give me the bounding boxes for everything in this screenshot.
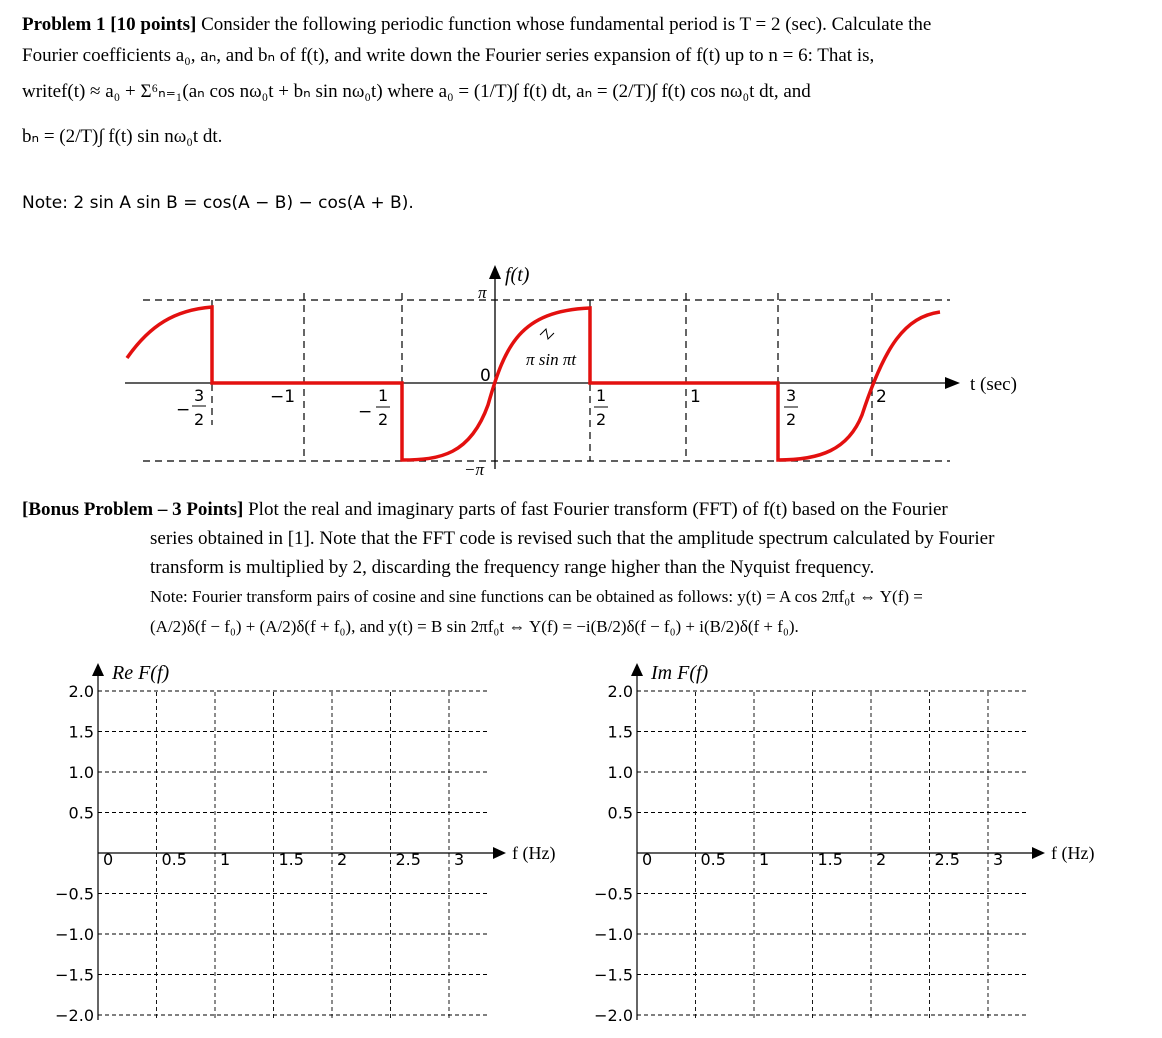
- im-ytick-label: −2.0: [594, 1006, 633, 1025]
- im-y-arrow: [631, 663, 643, 676]
- problem1-line2: [22, 40, 874, 71]
- sin-pointer: [540, 329, 554, 339]
- tick-neg-one: −1: [270, 387, 296, 407]
- re-xtick-label: 0.5: [161, 850, 187, 869]
- re-ytick-label: −0.5: [55, 884, 94, 904]
- tick-neg-three-halves-den: 2: [194, 410, 205, 429]
- re-ytick-label: −2.0: [55, 1006, 94, 1025]
- re-ytick-label: −1.5: [55, 965, 94, 985]
- im-ytick-label: 1.5: [607, 722, 633, 742]
- tick-neg-half-den: 2: [378, 410, 389, 429]
- im-ytick-label: −1.0: [594, 925, 633, 944]
- im-xtick-label: 0: [642, 850, 653, 869]
- bonus-note-text-1: Note: Fourier transform pairs of cosine and sine functions can be obtained as follows: y(t) = A cos 2πf₀t ⇔ Y(f) =: [150, 587, 923, 606]
- tick-neg-three-halves-minus: −: [176, 400, 191, 420]
- neg-pi-label: −π: [464, 460, 484, 479]
- tick-two: 2: [876, 387, 887, 407]
- problem1-line4: [22, 121, 222, 152]
- re-ytick-label: −1.0: [55, 925, 94, 944]
- problem1-text-3: writef(t) ≈ a₀ + Σ⁶ₙ₌₁(aₙ cos nω₀t + bₙ sin nω₀t) where a₀ = (1/T)∫ f(t) dt, aₙ = (2/T)∫ f(t) cos nω₀t dt, and: [22, 81, 811, 102]
- t-axis-arrow: [945, 377, 960, 389]
- im-x-arrow: [1032, 847, 1045, 859]
- sin-label: π sin πt: [526, 350, 577, 369]
- bonus-text-2: series obtained in [1]. Note that the FFT code is revised such that the amplitude spectrum calculated by Fourier: [150, 528, 995, 549]
- f-axis-label: f(t): [505, 264, 530, 286]
- tick-neg-half-num: 1: [378, 386, 389, 405]
- tick-one: 1: [690, 387, 701, 407]
- re-title: Re F(f): [112, 662, 170, 684]
- re-x-label: f (Hz): [512, 843, 556, 863]
- bonus-line2: [150, 523, 994, 554]
- problem1-text-4: bₙ = (2/T)∫ f(t) sin nω₀t dt.: [22, 126, 223, 147]
- re-ytick-label: 2.0: [68, 682, 94, 701]
- f-axis-arrow: [489, 265, 501, 279]
- im-ytick-label: 1.0: [607, 763, 633, 782]
- im-ytick-label: 0.5: [607, 803, 633, 823]
- bonus-line1: [22, 494, 948, 525]
- im-xtick-label: 3: [993, 850, 1004, 869]
- bonus-note-text-2: (A/2)δ(f − f₀) + (A/2)δ(f + f₀), and y(t) = B sin 2πf₀t ⇔ Y(f) = −i(B/2)δ(f − f₀) + i(B/2)δ(f + f₀).: [150, 617, 799, 636]
- problem1-label: Problem 1 [10 points]: [22, 14, 197, 35]
- tick-neg-half-minus: −: [358, 402, 373, 422]
- problem1-line1: [22, 9, 931, 40]
- problem1-text-1: Consider the following periodic function whose fundamental period is T = 2 (sec). Calculate the: [196, 14, 932, 35]
- problem1-text-2: Fourier coefficients a₀, aₙ, and bₙ of f(t), and write down the Fourier series expansion of f(t) up to n = 6: That is,: [22, 45, 875, 66]
- re-xtick-label: 0: [103, 850, 114, 869]
- t-axis-label: t (sec): [970, 374, 1017, 395]
- re-ytick-label: 0.5: [68, 803, 94, 823]
- re-ytick-label: 1.0: [68, 763, 94, 782]
- problem1-line3: [22, 76, 811, 107]
- im-ytick-label: −0.5: [594, 884, 633, 904]
- tick-neg-three-halves-num: 3: [194, 386, 205, 405]
- im-x-label: f (Hz): [1051, 843, 1095, 863]
- im-xtick-label: 1.5: [817, 850, 843, 869]
- ft-figure: [0, 255, 1162, 495]
- note1: Note: 2 sin A sin B = cos(A − B) − cos(A + B).: [22, 193, 414, 213]
- re-y-arrow: [92, 663, 104, 676]
- im-ytick-label: −1.5: [594, 965, 633, 985]
- re-xtick-label: 2: [337, 850, 348, 869]
- re-plot: [0, 655, 560, 1035]
- im-plot: [560, 655, 1120, 1035]
- im-xtick-label: 1: [759, 850, 770, 869]
- bonus-text-3: transform is multiplied by 2, discarding the frequency range higher than the Nyquist frequency.: [150, 557, 875, 578]
- re-xtick-label: 1.5: [278, 850, 304, 869]
- re-xtick-label: 3: [454, 850, 465, 869]
- im-ytick-label: 2.0: [607, 682, 633, 701]
- tick-half-num: 1: [596, 386, 607, 405]
- tick-half-den: 2: [596, 410, 607, 429]
- tick-three-halves-den: 2: [786, 410, 797, 429]
- im-title: Im F(f): [651, 662, 709, 684]
- zero-label: 0: [480, 366, 491, 386]
- im-xtick-label: 0.5: [700, 850, 726, 869]
- re-xtick-label: 1: [220, 850, 231, 869]
- im-xtick-label: 2: [876, 850, 887, 869]
- im-xtick-label: 2.5: [934, 850, 960, 869]
- re-xtick-label: 2.5: [395, 850, 421, 869]
- bonus-note-line2: [150, 611, 799, 642]
- bonus-note-line1: [150, 581, 923, 612]
- re-x-arrow: [493, 847, 506, 859]
- tick-three-halves-num: 3: [786, 386, 797, 405]
- bonus-text-1: Plot the real and imaginary parts of fast Fourier transform (FFT) of f(t) based on the Fourier: [243, 499, 948, 520]
- bonus-label: [Bonus Problem – 3 Points]: [22, 499, 244, 520]
- bonus-line3: [150, 552, 874, 583]
- pi-label: π: [478, 283, 487, 302]
- re-ytick-label: 1.5: [68, 722, 94, 742]
